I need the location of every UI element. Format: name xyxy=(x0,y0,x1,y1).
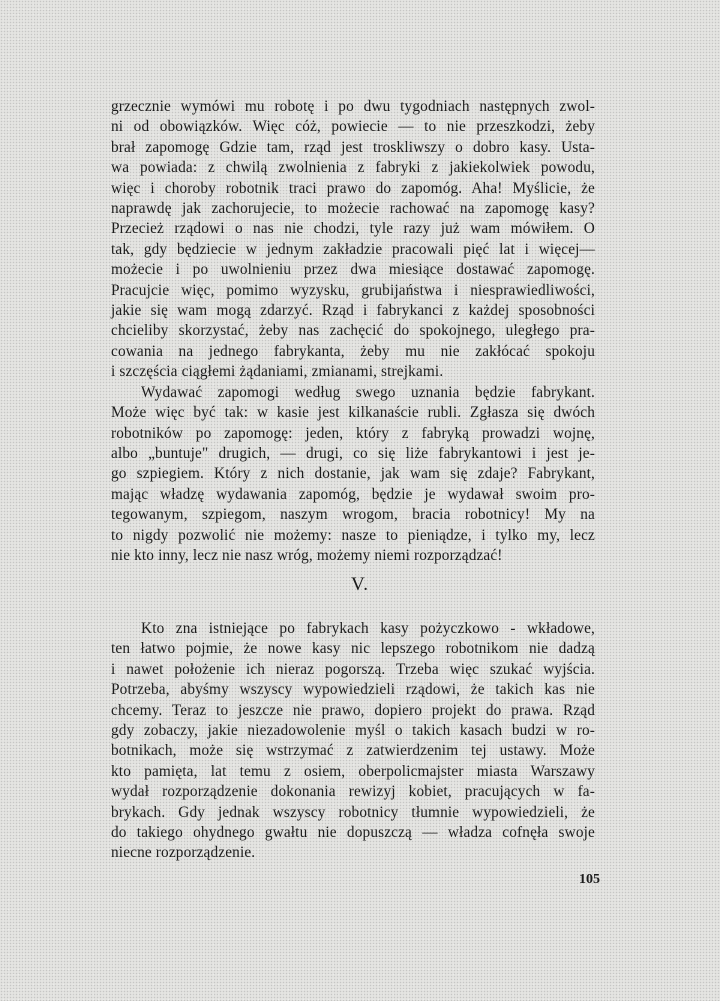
text-line: chcemy. Teraz to jeszcze nie prawo, dopiero projekt do prawa. Rząd xyxy=(111,701,595,719)
text-line: nie kto inny, lecz nie nasz wróg, możemy niemi rozporządzać! xyxy=(111,546,503,564)
paragraph-3 xyxy=(111,619,595,864)
text-line: go szpiegiem. Który z nich dostanie, jak wam się zdaje? Fabrykant, xyxy=(111,465,595,483)
text-line: wa powiada: z chwilą zwolnienia z fabryki z jakiekolwiek powodu, xyxy=(111,159,595,177)
text-line: do takiego ohydnego gwałtu nie dopuszczą — władza cofnęła swoje xyxy=(111,824,595,842)
text-line: więc i choroby robotnik traci prawo do zapomóg. Aha! Myślicie, że xyxy=(111,179,595,197)
text-line: tegowanym, szpiegom, naszym wrogom, bracia robotnicy! My na xyxy=(111,506,595,524)
paragraph-2 xyxy=(111,383,595,567)
text-line: cowania na jednego fabrykanta, żeby mu nie zakłócać spokoju xyxy=(111,342,595,360)
text-line: botnikach, może się wstrzymać z zatwierdzenim tej ustawy. Może xyxy=(111,742,595,760)
text-line: Kto zna istniejące po fabrykach kasy pożyczkowo - wkładowe, xyxy=(141,620,595,637)
text-line: robotników po zapomogę: jeden, który z fabryką prowadzi wojnę, xyxy=(111,424,595,442)
text-line: jakie się wam mogą zdarzyć. Rząd i fabrykanci z każdej sposobności xyxy=(111,302,595,320)
text-line: Może więc być tak: w kasie jest kilkanaście rubli. Zgłasza się dwóch xyxy=(111,404,595,422)
text-line: i szczęścia ciągłemi żądaniami, zmianami, strejkami. xyxy=(111,363,444,381)
text-line: brał zapomogę Gdzie tam, rząd jest troskliwszy o dobro kasy. Usta- xyxy=(111,138,595,156)
text-line: Przecież rządowi o nas nie chodzi, tyle razy już wam mówiłem. O xyxy=(111,220,595,238)
paragraph-1 xyxy=(111,97,595,383)
text-line: niecne rozporządzenie. xyxy=(111,844,256,862)
text-line: wydał rozporządzenie dokonania rewizyj kobiet, pracujących w fa- xyxy=(111,783,595,801)
text-line: gdy zobaczy, jakie niezadowolenie myśl o takich kasach budzi w ro- xyxy=(111,722,595,740)
text-line: grzecznie wymówi mu robotę i po dwu tygodniach następnych zwol- xyxy=(111,98,595,115)
text-line: możecie i po uwolnieniu przez dwa miesiące dostawać zapomogę. xyxy=(111,261,595,279)
text-line: naprawdę jak zachorujecie, to możecie rachować na zapomogę kasy? xyxy=(111,200,595,218)
text-line: ten łatwo pojmie, że nowe kasy nic lepszego robotnikom nie dadzą xyxy=(111,640,595,658)
text-line: i nawet położenie ich nieraz pogorszą. Trzeba więc szukać wyjścia. xyxy=(111,660,595,678)
text-line: tak, gdy będziecie w jednym zakładzie pracowali pięć lat i więcej— xyxy=(111,240,595,258)
text-line: Potrzeba, abyśmy wszyscy wypowiedzieli rządowi, że takich kas nie xyxy=(111,681,595,699)
text-line: mając władzę wydawania zapomóg, będzie je wydawał swoim pro- xyxy=(111,485,595,503)
text-line: to nigdy pozwolić nie możemy: nasze to pieniądze, i tylko my, lecz xyxy=(111,526,595,544)
text-line: brykach. Gdy jednak wszyscy robotnicy tłumnie wypowiedzieli, że xyxy=(111,803,595,821)
text-line: albo „buntuje" drugich, — drugi, co się liże fabrykantowi i jest je- xyxy=(111,444,595,462)
text-line: Pracujcie więc, pomimo wyzysku, grubijaństwa i niesprawiedliwości, xyxy=(111,281,595,299)
text-block-lower xyxy=(111,619,595,864)
text-block-upper xyxy=(111,97,595,566)
text-line: Wydawać zapomogi według swego uznania będzie fabrykant. xyxy=(141,383,595,401)
page-number: 105 xyxy=(579,872,600,887)
section-heading: V. xyxy=(350,574,370,595)
text-line: ni od obowiązków. Więc cóż, powiecie — to nie przeszkodzi, żeby xyxy=(111,118,595,136)
text-line: chcieliby skorzystać, żeby nas zachęcić do spokojnego, uległego pra- xyxy=(111,322,595,340)
text-line: kto pamięta, lat temu z osiem, oberpolicmajster miasta Warszawy xyxy=(111,762,595,780)
